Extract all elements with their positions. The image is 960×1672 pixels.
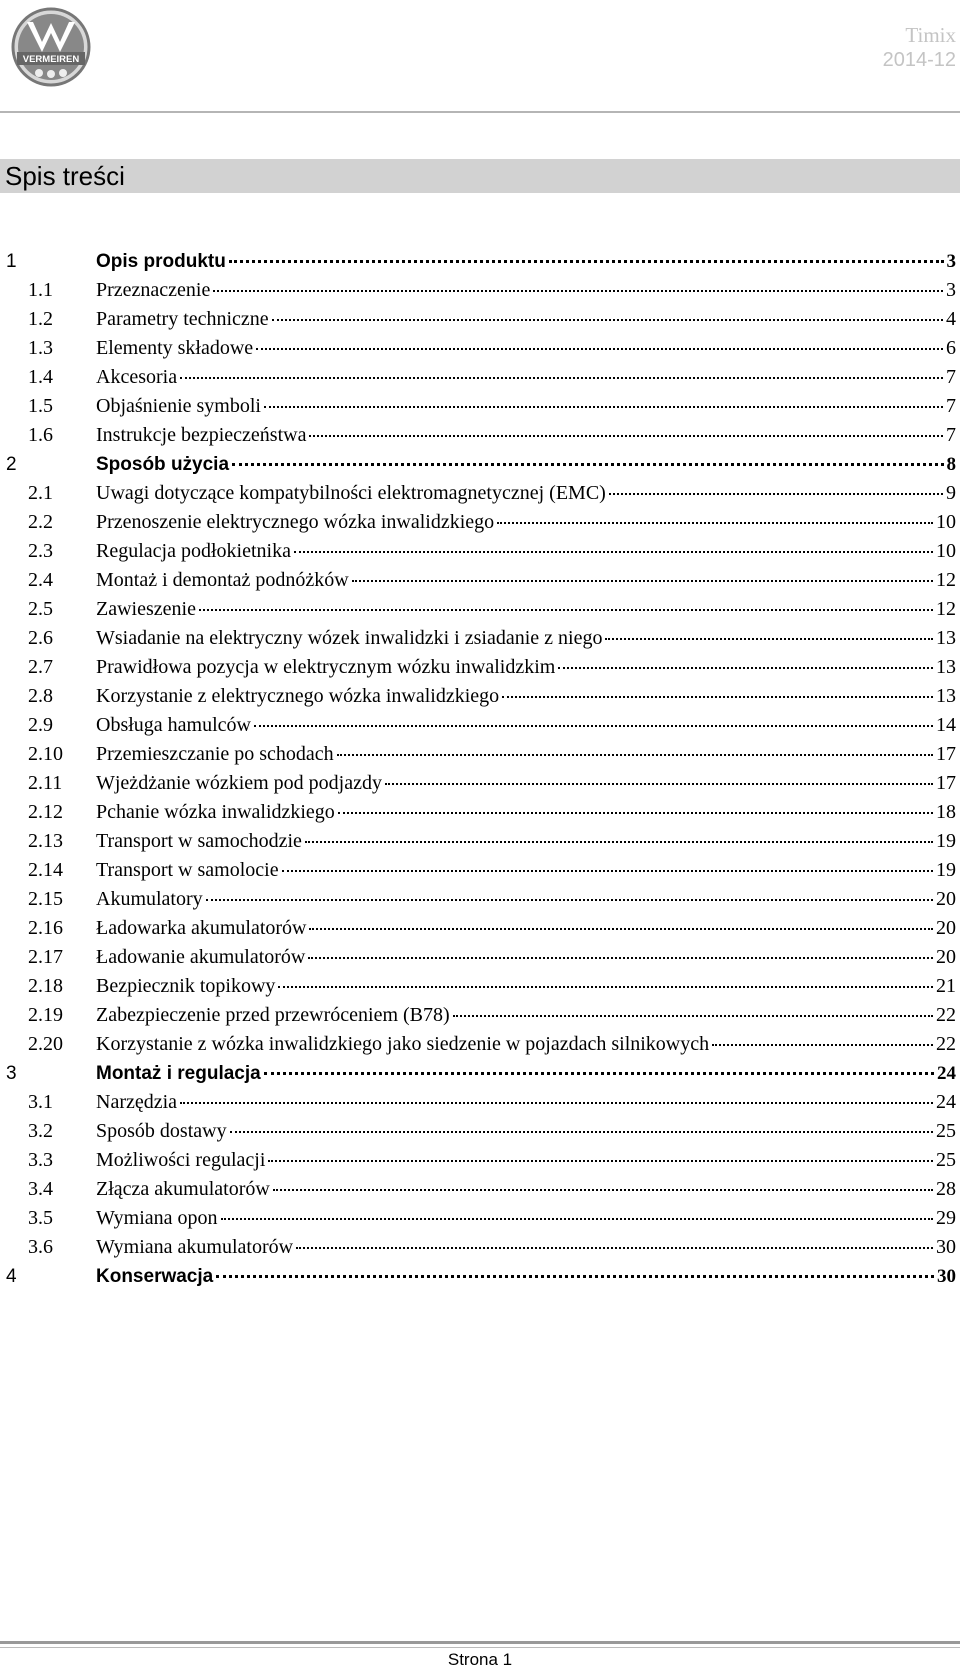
toc-entry-page[interactable]: 12 — [936, 569, 956, 591]
toc-entry-line — [96, 251, 956, 273]
toc-entry-line — [96, 1063, 956, 1085]
toc-entry-title[interactable]: Przemieszczanie po schodach — [96, 743, 334, 765]
toc-dot-leader — [337, 754, 933, 756]
toc-entry-line — [96, 946, 956, 969]
toc-section-entry[interactable] — [0, 737, 960, 766]
toc-entry-line — [96, 337, 956, 360]
toc-entry-page[interactable]: 20 — [936, 888, 956, 910]
toc-entry-line — [96, 685, 956, 708]
toc-dot-leader — [558, 667, 933, 669]
toc-section-entry[interactable] — [0, 1143, 960, 1172]
toc-entry-page[interactable]: 14 — [936, 714, 956, 736]
toc-entry-page[interactable]: 25 — [936, 1149, 956, 1171]
toc-entry-line — [96, 569, 956, 592]
toc-section-entry[interactable] — [0, 882, 960, 911]
toc-entry-number: 3.6 — [28, 1236, 53, 1258]
toc-entry-title[interactable]: Opis produktu — [96, 251, 226, 272]
toc-entry-title[interactable]: Bezpiecznik topikowy — [96, 975, 276, 997]
toc-entry-number: 1.3 — [28, 337, 53, 359]
toc-dot-leader — [278, 986, 933, 988]
toc-entry-title[interactable]: Ładowanie akumulatorów — [96, 946, 306, 968]
toc-entry-number: 2.12 — [28, 801, 63, 823]
toc-entry-line — [96, 801, 956, 824]
toc-entry-line — [96, 1120, 956, 1143]
toc-entry-page[interactable]: 10 — [936, 540, 956, 562]
toc-entry-number: 3.5 — [28, 1207, 53, 1229]
toc-chapter-entry[interactable] — [0, 1056, 960, 1085]
toc-entry-line — [96, 1236, 956, 1259]
toc-entry-number: 2.18 — [28, 975, 63, 997]
toc-entry-number: 2.20 — [28, 1033, 63, 1055]
toc-section-entry[interactable] — [0, 1085, 960, 1114]
toc-entry-title[interactable]: Transport w samolocie — [96, 859, 279, 881]
toc-entry-line — [96, 1266, 956, 1288]
toc-entry-page[interactable]: 4 — [946, 308, 956, 330]
toc-entry-page[interactable]: 19 — [936, 859, 956, 881]
toc-entry-page[interactable]: 7 — [946, 366, 956, 388]
toc-section-entry[interactable] — [0, 418, 960, 447]
toc-entry-line — [96, 1033, 956, 1056]
toc-entry-number: 1.2 — [28, 308, 53, 330]
toc-dot-leader — [352, 580, 933, 582]
toc-dot-leader — [254, 725, 933, 727]
toc-chapter-entry[interactable] — [0, 447, 960, 476]
toc-section-entry[interactable] — [0, 302, 960, 331]
toc-dot-leader — [282, 870, 933, 872]
toc-section-entry[interactable] — [0, 563, 960, 592]
toc-entry-page[interactable]: 17 — [936, 743, 956, 765]
toc-chapter-entry[interactable] — [0, 244, 960, 273]
toc-entry-page[interactable]: 3 — [946, 279, 956, 301]
toc-entry-line — [96, 743, 956, 766]
toc-entry-line — [96, 714, 956, 737]
toc-entry-page[interactable]: 12 — [936, 598, 956, 620]
toc-entry-line — [96, 598, 956, 621]
toc-entry-number: 2.15 — [28, 888, 63, 910]
toc-dot-leader — [385, 783, 933, 785]
toc-section-entry[interactable] — [0, 273, 960, 302]
toc-entry-line — [96, 1004, 956, 1027]
toc-entry-title[interactable]: Regulacja podłokietnika — [96, 540, 291, 562]
toc-entry-number: 2 — [6, 454, 17, 475]
toc-entry-number: 1.1 — [28, 279, 53, 301]
toc-dot-leader — [232, 463, 943, 466]
toc-dot-leader — [230, 1131, 933, 1133]
toc-dot-leader — [294, 551, 933, 553]
toc-section-entry[interactable] — [0, 1172, 960, 1201]
toc-dot-leader — [264, 406, 943, 408]
toc-entry-title[interactable]: Sposób dostawy — [96, 1120, 227, 1142]
toc-dot-leader — [296, 1247, 933, 1249]
toc-entry-title[interactable]: Wymiana opon — [96, 1207, 218, 1229]
toc-entry-line — [96, 395, 956, 418]
toc-entry-title[interactable]: Pchanie wózka inwalidzkiego — [96, 801, 335, 823]
toc-entry-page[interactable]: 18 — [936, 801, 956, 823]
toc-entry-title[interactable]: Wjeżdżanie wózkiem pod podjazdy — [96, 772, 382, 794]
toc-entry-number: 2.13 — [28, 830, 63, 852]
toc-section-entry[interactable] — [0, 679, 960, 708]
footer-divider — [0, 1641, 960, 1644]
toc-section-entry[interactable] — [0, 505, 960, 534]
toc-entry-number: 2.7 — [28, 656, 53, 678]
toc-entry-page[interactable]: 22 — [936, 1033, 956, 1055]
toc-entry-number: 3.2 — [28, 1120, 53, 1142]
toc-entry-line — [96, 830, 956, 853]
toc-entry-number: 1 — [6, 251, 17, 272]
toc-dot-leader — [309, 435, 943, 437]
toc-entry-page[interactable]: 9 — [946, 482, 956, 504]
toc-entry-number: 2.4 — [28, 569, 53, 591]
toc-dot-leader — [213, 290, 943, 292]
toc-entry-page[interactable]: 7 — [946, 424, 956, 446]
toc-entry-number: 3.1 — [28, 1091, 53, 1113]
toc-section-entry[interactable] — [0, 1114, 960, 1143]
toc-entry-title[interactable]: Możliwości regulacji — [96, 1149, 266, 1171]
toc-section-entry[interactable] — [0, 853, 960, 882]
toc-entry-line — [96, 308, 956, 331]
toc-entry-title[interactable]: Zawieszenie — [96, 598, 196, 620]
toc-entry-line — [96, 511, 956, 534]
toc-entry-number: 2.6 — [28, 627, 53, 649]
toc-dot-leader — [309, 928, 933, 930]
toc-section-entry[interactable] — [0, 766, 960, 795]
toc-section-entry[interactable] — [0, 592, 960, 621]
toc-entry-number: 1.6 — [28, 424, 53, 446]
toc-dot-leader — [221, 1218, 933, 1220]
toc-entry-page[interactable]: 10 — [936, 511, 956, 533]
header-divider — [0, 111, 960, 113]
toc-entry-title[interactable]: Przeznaczenie — [96, 279, 211, 301]
toc-entry-line — [96, 1178, 956, 1201]
toc-entry-line — [96, 772, 956, 795]
toc-section-entry[interactable] — [0, 331, 960, 360]
toc-entry-title[interactable]: Instrukcje bezpieczeństwa — [96, 424, 307, 446]
header-meta — [883, 22, 956, 73]
page-title: Spis treści — [5, 161, 125, 191]
toc-dot-leader — [497, 522, 933, 524]
toc-entry-title[interactable]: Korzystanie z wózka inwalidzkiego jako siedzenie w pojazdach silnikowych — [96, 1033, 710, 1055]
toc-entry-number: 3.3 — [28, 1149, 53, 1171]
toc-entry-number: 2.19 — [28, 1004, 63, 1026]
toc-section-entry[interactable] — [0, 795, 960, 824]
toc-entry-page[interactable]: 20 — [936, 946, 956, 968]
toc-entry-page[interactable]: 30 — [937, 1266, 956, 1287]
toc-entry-title[interactable]: Uwagi dotyczące kompatybilności elektromagnetycznej (EMC) — [96, 482, 606, 504]
toc-dot-leader — [268, 1160, 933, 1162]
toc-dot-leader — [609, 493, 943, 495]
toc-entry-line — [96, 656, 956, 679]
toc-entry-page[interactable]: 28 — [936, 1178, 956, 1200]
toc-entry-line — [96, 424, 956, 447]
toc-section-entry[interactable] — [0, 969, 960, 998]
title-band — [0, 159, 960, 193]
toc-entry-page[interactable]: 29 — [936, 1207, 956, 1229]
toc-entry-title[interactable]: Sposób użycia — [96, 454, 230, 475]
toc-entry-number: 2.8 — [28, 685, 53, 707]
toc-entry-line — [96, 1207, 956, 1230]
toc-entry-title[interactable]: Złącza akumulatorów — [96, 1178, 270, 1200]
toc-entry-number: 2.3 — [28, 540, 53, 562]
product-name: Timix — [905, 23, 956, 47]
toc-entry-title[interactable]: Konserwacja — [96, 1266, 214, 1287]
toc-entry-number: 1.4 — [28, 366, 53, 388]
footer-divider-thin — [0, 1647, 960, 1648]
table-of-contents — [0, 244, 960, 1288]
toc-entry-page[interactable]: 13 — [936, 685, 956, 707]
toc-section-entry[interactable] — [0, 708, 960, 737]
toc-entry-number: 4 — [6, 1266, 17, 1287]
toc-section-entry[interactable] — [0, 650, 960, 679]
toc-entry-title[interactable]: Elementy składowe — [96, 337, 254, 359]
toc-section-entry[interactable] — [0, 1027, 960, 1056]
toc-entry-page[interactable]: 3 — [946, 251, 956, 272]
toc-entry-number: 2.1 — [28, 482, 53, 504]
toc-entry-page[interactable]: 20 — [936, 917, 956, 939]
toc-entry-line — [96, 1091, 956, 1114]
toc-entry-page[interactable]: 19 — [936, 830, 956, 852]
toc-dot-leader — [180, 377, 943, 379]
toc-dot-leader — [229, 260, 944, 263]
toc-entry-page[interactable]: 24 — [936, 1091, 956, 1113]
toc-entry-title[interactable]: Wymiana akumulatorów — [96, 1236, 294, 1258]
toc-entry-title[interactable]: Parametry techniczne — [96, 308, 269, 330]
toc-entry-line — [96, 540, 956, 563]
toc-entry-title[interactable]: Transport w samochodzie — [96, 830, 302, 852]
toc-dot-leader — [308, 957, 933, 959]
toc-entry-line — [96, 917, 956, 940]
toc-entry-title[interactable]: Prawidłowa pozycja w elektrycznym wózku inwalidzkim — [96, 656, 556, 678]
toc-section-entry[interactable] — [0, 940, 960, 969]
toc-entry-title[interactable]: Korzystanie z elektrycznego wózka inwalidzkiego — [96, 685, 500, 707]
toc-entry-page[interactable]: 7 — [946, 395, 956, 417]
toc-dot-leader — [272, 319, 943, 321]
toc-entry-page[interactable]: 24 — [937, 1063, 956, 1084]
toc-entry-page[interactable]: 8 — [946, 454, 956, 475]
toc-entry-line — [96, 627, 956, 650]
toc-dot-leader — [180, 1102, 933, 1104]
toc-entry-number: 2.17 — [28, 946, 63, 968]
toc-section-entry[interactable] — [0, 360, 960, 389]
toc-entry-number: 2.5 — [28, 598, 53, 620]
vermeiren-logo-graphic — [10, 6, 92, 88]
toc-entry-line — [96, 975, 956, 998]
toc-entry-number: 2.9 — [28, 714, 53, 736]
toc-dot-leader — [199, 609, 933, 611]
toc-section-entry[interactable] — [0, 824, 960, 853]
toc-entry-page[interactable]: 30 — [936, 1236, 956, 1258]
toc-entry-number: 2.10 — [28, 743, 63, 765]
toc-entry-page[interactable]: 22 — [936, 1004, 956, 1026]
toc-dot-leader — [264, 1072, 934, 1075]
toc-entry-title[interactable]: Akcesoria — [96, 366, 178, 388]
toc-dot-leader — [256, 348, 943, 350]
toc-section-entry[interactable] — [0, 476, 960, 505]
revision-date: 2014-12 — [882, 49, 956, 72]
toc-dot-leader — [206, 899, 933, 901]
page-number-footer: Strona 1 — [447, 1650, 513, 1669]
toc-dot-leader — [216, 1275, 934, 1278]
toc-entry-number: 2.11 — [28, 772, 63, 794]
toc-dot-leader — [305, 841, 933, 843]
toc-entry-line — [96, 279, 956, 302]
toc-entry-line — [96, 366, 956, 389]
toc-dot-leader — [453, 1015, 933, 1017]
toc-entry-title[interactable]: Montaż i demontaż podnóżków — [96, 569, 349, 591]
toc-entry-number: 3 — [6, 1063, 17, 1084]
toc-entry-page[interactable]: 6 — [946, 337, 956, 359]
toc-entry-page[interactable]: 21 — [936, 975, 956, 997]
toc-chapter-entry[interactable] — [0, 1259, 960, 1288]
toc-dot-leader — [712, 1044, 933, 1046]
toc-entry-page[interactable]: 13 — [936, 627, 956, 649]
toc-entry-line — [96, 482, 956, 505]
toc-entry-title[interactable]: Zabezpieczenie przed przewróceniem (B78) — [96, 1004, 450, 1026]
toc-entry-page[interactable]: 17 — [936, 772, 956, 794]
logo-text: VERMEIREN — [22, 54, 80, 65]
toc-dot-leader — [273, 1189, 933, 1191]
toc-entry-title[interactable]: Objaśnienie symboli — [96, 395, 261, 417]
toc-entry-number: 2.16 — [28, 917, 63, 939]
toc-entry-number: 2.14 — [28, 859, 63, 881]
toc-section-entry[interactable] — [0, 998, 960, 1027]
toc-dot-leader — [502, 696, 933, 698]
toc-dot-leader — [605, 638, 933, 640]
toc-entry-title[interactable]: Akumulatory — [96, 888, 203, 910]
toc-section-entry[interactable] — [0, 534, 960, 563]
toc-section-entry[interactable] — [0, 621, 960, 650]
toc-section-entry[interactable] — [0, 911, 960, 940]
toc-entry-title[interactable]: Montaż i regulacja — [96, 1063, 261, 1084]
toc-entry-line — [96, 859, 956, 882]
vermeiren-logo — [10, 6, 92, 88]
toc-entry-page[interactable]: 13 — [936, 656, 956, 678]
toc-entry-line — [96, 888, 956, 911]
toc-entry-line — [96, 454, 956, 476]
toc-entry-number: 3.4 — [28, 1178, 53, 1200]
toc-entry-number: 2.2 — [28, 511, 53, 533]
toc-entry-title[interactable]: Narzędzia — [96, 1091, 178, 1113]
toc-entry-title[interactable]: Ładowarka akumulatorów — [96, 917, 307, 939]
toc-entry-title[interactable]: Wsiadanie na elektryczny wózek inwalidzki i zsiadanie z niego — [96, 627, 603, 649]
toc-dot-leader — [338, 812, 933, 814]
toc-entry-title[interactable]: Przenoszenie elektrycznego wózka inwalidzkiego — [96, 511, 495, 533]
toc-section-entry[interactable] — [0, 1230, 960, 1259]
toc-entry-number: 1.5 — [28, 395, 53, 417]
toc-entry-title[interactable]: Obsługa hamulców — [96, 714, 251, 736]
toc-section-entry[interactable] — [0, 1201, 960, 1230]
toc-entry-line — [96, 1149, 956, 1172]
toc-section-entry[interactable] — [0, 389, 960, 418]
toc-entry-page[interactable]: 25 — [936, 1120, 956, 1142]
